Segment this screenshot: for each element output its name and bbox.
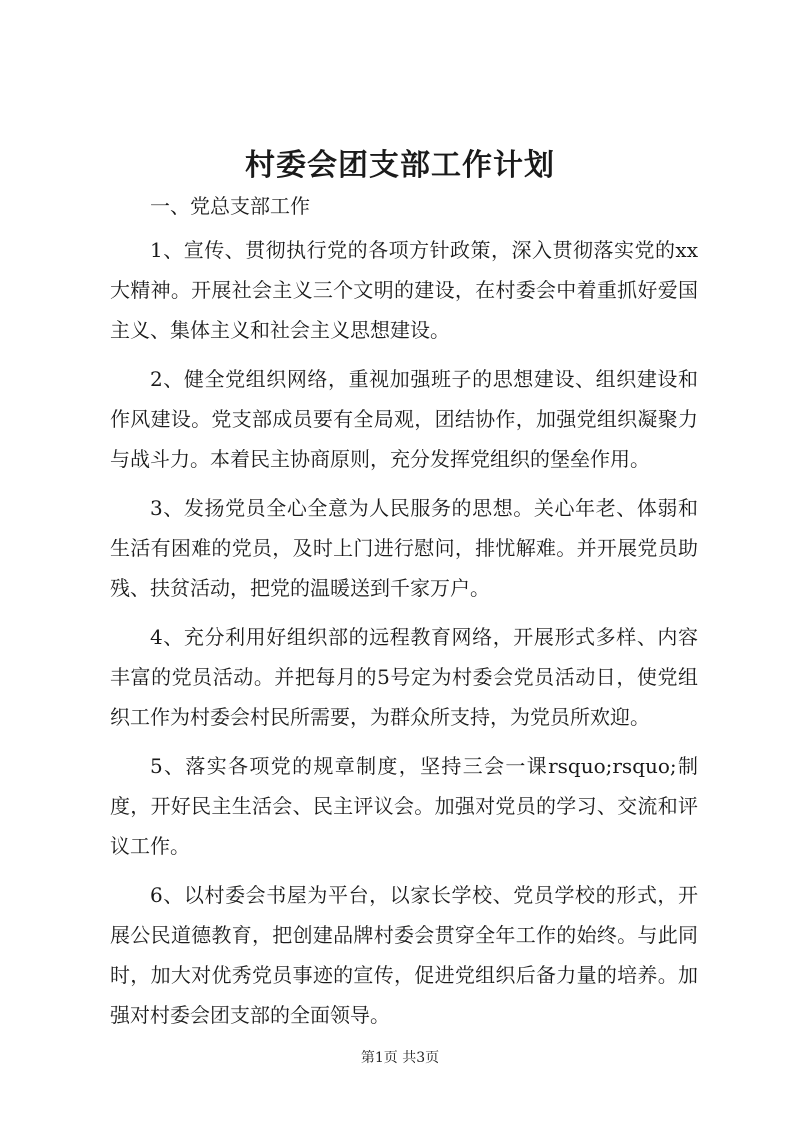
section-heading: 一、党总支部工作 bbox=[150, 194, 310, 218]
document-title: 村委会团支部工作计划 bbox=[245, 148, 555, 183]
paragraph-6: 6、以村委会书屋为平台，以家长学校、党员学校的形式，开展公民道德教育，把创建品牌村委会贯穿全年工作的始终。与此同时，加大对优秀党员事迹的宣传，促进党组织后备力量的培养。加强对村委会团支部的全面领导。 bbox=[110, 883, 698, 1027]
paragraph-1: 1、宣传、贯彻执行党的各项方针政策，深入贯彻落实党的xx大精神。开展社会主义三个文明的建设，在村委会中着重抓好爱国主义、集体主义和社会主义思想建设。 bbox=[110, 238, 698, 342]
document-body bbox=[110, 188, 698, 1044]
paragraph-5: 5、落实各项党的规章制度，坚持三会一课rsquo;rsquo;制度，开好民主生活会、民主评议会。加强对党员的学习、交流和评议工作。 bbox=[110, 754, 698, 858]
paragraph-3: 3、发扬党员全心全意为人民服务的思想。关心年老、体弱和生活有困难的党员，及时上门进行慰问，排忧解难。并开展党员助残、扶贫活动，把党的温暖送到千家万户。 bbox=[110, 496, 698, 600]
paragraph-4: 4、充分利用好组织部的远程教育网络，开展形式多样、内容丰富的党员活动。并把每月的5号定为村委会党员活动日，使党组织工作为村委会村民所需要，为群众所支持，为党员所欢迎。 bbox=[110, 625, 698, 729]
page-number-footer: 第1页 共3页 bbox=[360, 1050, 440, 1066]
paragraph-2: 2、健全党组织网络，重视加强班子的思想建设、组织建设和作风建设。党支部成员要有全局观，团结协作，加强党组织凝聚力与战斗力。本着民主协商原则，充分发挥党组织的堡垒作用。 bbox=[110, 367, 698, 471]
